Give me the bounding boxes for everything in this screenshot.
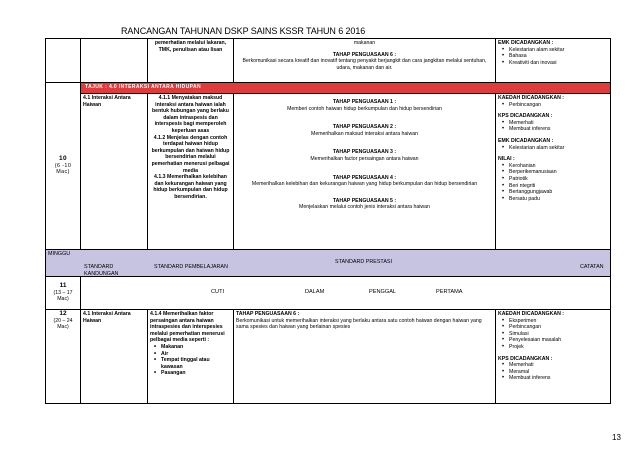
list-item: • Membuat inferens bbox=[505, 375, 608, 382]
week-cell-empty bbox=[46, 39, 81, 83]
list-item: • Perbincangan bbox=[505, 324, 608, 331]
standard-cell-empty bbox=[81, 39, 148, 83]
week-10-prestasi: TAHAP PENGUASAAN 1 : Memberi contoh haiwan hidup berkumpulan dan hidup bersendirian TAHAP PENGUASAAN 2 : Memerihalkan maksud interaksi antara haiwan TAHAP PENGUASAAN 3 : Memerihalkan factor persaingan antara haiwan TAHAP PENGUASAAN 4 : Memerihalkan kelebihan dan kekurangan haiwan yang hidup berkumpulan dan hidup bersendirian TAHAP PENGUASAAN 5 : Menjelaskan melalui contoh jenis interaksi antara haiwan bbox=[234, 94, 496, 250]
header-minggu: MINGGU bbox=[48, 251, 71, 257]
sp-continuation: pemerhatian melalui lakaran, TMK, penulisan atau lisan bbox=[148, 39, 234, 83]
week-10-cell: 10 (6 -10 Mac) bbox=[46, 83, 81, 250]
list-item: • Kelestarian alam sekitar bbox=[505, 145, 608, 152]
list-item: • Simulasi bbox=[505, 331, 608, 338]
page-number: 13 bbox=[612, 433, 621, 442]
week-10-standard: 4.1 Interaksi Antara Haiwan bbox=[81, 94, 148, 250]
header-standard-kandungan: STANDARD KANDUNGAN bbox=[84, 264, 119, 277]
week-12-standard: 4.1 Interaksi Antara Haiwan bbox=[81, 310, 148, 404]
list-item: • Penyelesaian masalah bbox=[505, 337, 608, 344]
list-item: • Meramal bbox=[505, 369, 608, 376]
list-item: • Berperikemanusiaan bbox=[505, 169, 608, 176]
week-12-catatan: KAEDAH DICADANGKAN : • Eksperimen • Perbincangan • Simulasi • Penyelesaian masalah • Projek KPS DICADANGKAN : • Memerhati • Meramal • Membuat inferens bbox=[496, 310, 611, 404]
table-header-row bbox=[46, 250, 611, 277]
list-item: • Projek bbox=[505, 344, 608, 351]
header-standard-prestasi: STANDARD PRESTASI bbox=[335, 259, 393, 265]
list-item: • Bahasa bbox=[505, 53, 608, 60]
list-item: • Air bbox=[157, 351, 231, 358]
week-12-prestasi: TAHAP PENGUASAAN 6 : Berkomunikasi untuk memerihalkan interaksi yang berlaku antara satu contoh haiwan dengan haiwan yang sama spesies dan haiwan yang berlainan spesies bbox=[234, 310, 496, 404]
holiday-banner: CUTI DALAM PENGGAL PERTAMA bbox=[81, 277, 611, 310]
continuation-row bbox=[46, 39, 611, 83]
document-title: RANCANGAN TAHUNAN DSKP SAINS KSSR TAHUN 6 2016 bbox=[121, 26, 366, 36]
week-11-row bbox=[46, 277, 611, 310]
week-12-cell: 12 (20 – 24 Mac) bbox=[46, 310, 81, 404]
week-12-sp: 4.1.4 Memerihalkan faktor persaingan antara haiwan intraspesies dan interspesies melalui pemerhatian menerusi pelbagai media seperti : • Makanan • Air • Tempat tinggal atau kawasan • Pasangan bbox=[148, 310, 234, 404]
list-item: • Kerohanian bbox=[505, 163, 608, 170]
list-item: • Bersatu padu bbox=[505, 196, 608, 203]
week-10-sp: 4.1.1 Menyatakan maksud interaksi antara haiwan ialah bentuk hubungan yang berlaku dalam intraspesis dan interspesis bagi memperoleh keperluan asas 4.1.2 Menjelas dengan contoh terdapat haiwan hidup berkumpulan dan haiwan hidup bersendirian melalui pemerhatian menerusi pelbagai media 4.1.3 Memerihalkan kelebihan dan kekurangan haiwan yang hidup berkumpulan dan hidup bersendirian. bbox=[148, 94, 234, 250]
header-standard-pembelajaran: STANDARD PEMBELAJARAN bbox=[154, 264, 228, 270]
list-item: • Memerhati bbox=[505, 362, 608, 369]
week-12-row bbox=[46, 310, 611, 404]
list-item: • Eksperimen bbox=[505, 318, 608, 325]
list-item: • Membuat inferens bbox=[505, 126, 608, 133]
catatan-continuation: EMK DICADANGKAN : • Kelestarian alam sekitar • Bahasa • Kreativiti dan inovasi bbox=[496, 39, 611, 83]
list-item: • Bertanggungjawab bbox=[505, 189, 608, 196]
list-item: • Pasangan bbox=[157, 370, 231, 377]
week-11-cell: 11 (13 – 17 Mac) bbox=[46, 277, 81, 310]
prestasi-continuation: makanan TAHAP PENGUASAAN 6 : Berkomunikasi secara kreatif dan inovatif tentang penyakit berjangkit dan cara jangkitan melalui sentuhan, udara, makanan dan air. bbox=[234, 39, 496, 83]
list-item: • Beri ntegriti bbox=[505, 183, 608, 190]
header-catatan: CATATAN bbox=[580, 264, 604, 270]
list-item: • Memerhati bbox=[505, 120, 608, 127]
plan-table bbox=[45, 38, 611, 404]
list-item: • Makanan bbox=[157, 344, 231, 351]
list-item: • Kelestarian alam sekitar bbox=[505, 47, 608, 54]
list-item: • Patriotik bbox=[505, 176, 608, 183]
theme-banner: TAJUK : 4.0 INTERAKSI ANTARA HIDUPAN bbox=[81, 83, 611, 94]
theme-row bbox=[46, 83, 611, 94]
week-10-catatan: KAEDAH DICADANGKAN : • Perbincangan KPS DICADANGKAN : • Memerhati • Membuat inferens EMK DICADANGKAN : • Kelestarian alam sekitar NILAI : • Kerohanian • Berperikemanusiaan • Patriotik • Beri ntegriti • Bertanggungjawab • Bersatu padu bbox=[496, 94, 611, 250]
header-band bbox=[46, 250, 611, 277]
week-10-row bbox=[46, 94, 611, 250]
list-item: • Tempat tinggal atau kawasan bbox=[157, 357, 231, 370]
list-item: • Kreativiti dan inovasi bbox=[505, 60, 608, 67]
list-item: • Perbincangan bbox=[505, 102, 608, 109]
